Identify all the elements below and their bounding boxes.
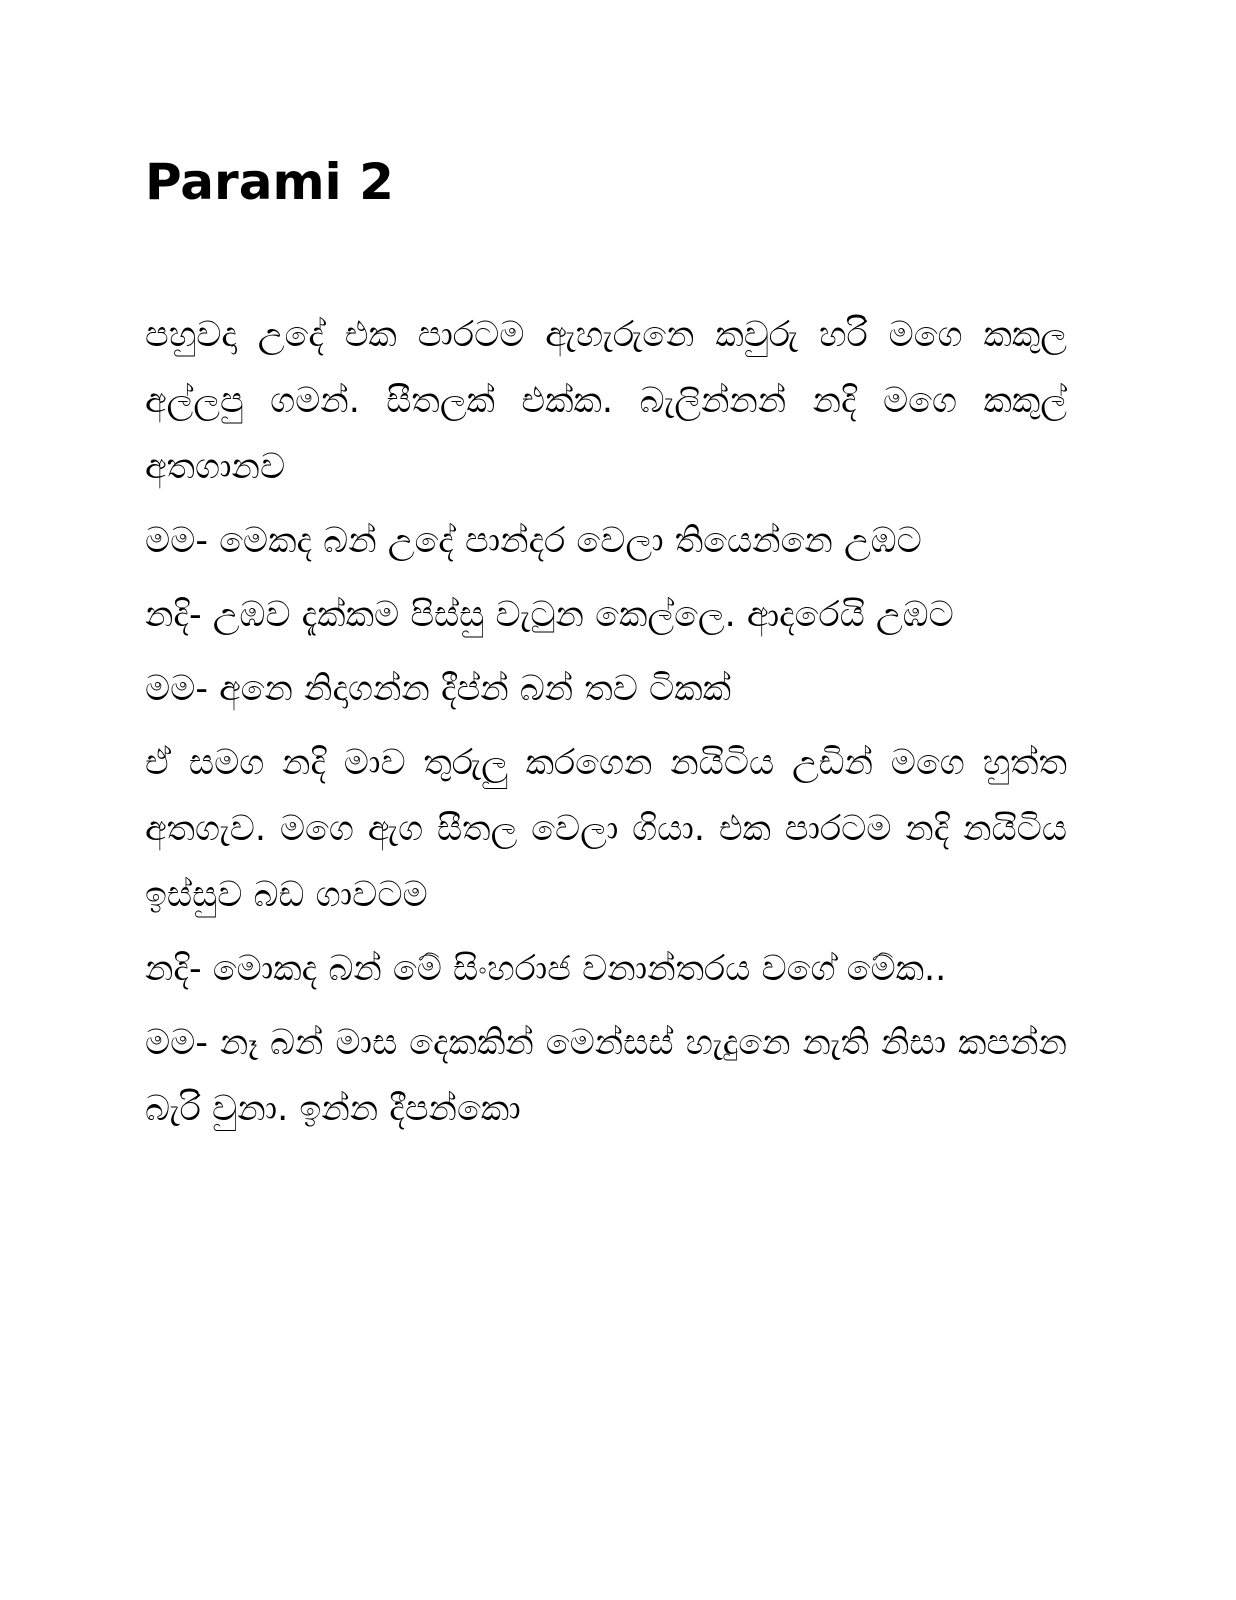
paragraph-7: මම- නෑ බන් මාස දෙකකින් මෙන්සස් හැදුනෙ නැති නිසා කපන්න බැරි වුනා. ඉන්න දීපන්කො bbox=[145, 1023, 1067, 1129]
paragraph-1: පහුවදා උදේ එක පාරටම ඇහැරුනෙ කවුරු හරි මගෙ කකුල අල්ලපු ගමන්. සීතලක් එක්ක. බැලින්නන් නදි මගෙ කකුල් අතගානව bbox=[145, 315, 1067, 487]
paragraph-2: මම- මෙකද බන් උදේ පාන්දර වෙලා තියෙන්නෙ උඹට bbox=[145, 521, 922, 561]
paragraph-4: මම- අනෙ නිදාගන්න දීප්න් බන් තව ටිකක් bbox=[145, 669, 732, 709]
paragraph-5: ඒ සමග නදි මාව තුරුලු කරගෙන නයිටිය උඩින් මගෙ හුත්ත අතගැව. මගෙ ඇග සීතල වෙලා ගියා. එක පාරටම නදි නයිටිය ඉස්සුව බඩ ගාවටම bbox=[145, 743, 1067, 915]
document-title: Parami 2 bbox=[145, 153, 394, 211]
document-page bbox=[145, 150, 1067, 1150]
paragraph-6: නදි- මොකද බන් මේ සිංහරාජ වනාන්තරය වගේ මේක.. bbox=[145, 949, 947, 989]
paragraph-3: නදි- උඹව දැක්කම පිස්සු වැටුන කෙල්ලෙ. ආදරෙයි උඹට bbox=[145, 595, 954, 635]
